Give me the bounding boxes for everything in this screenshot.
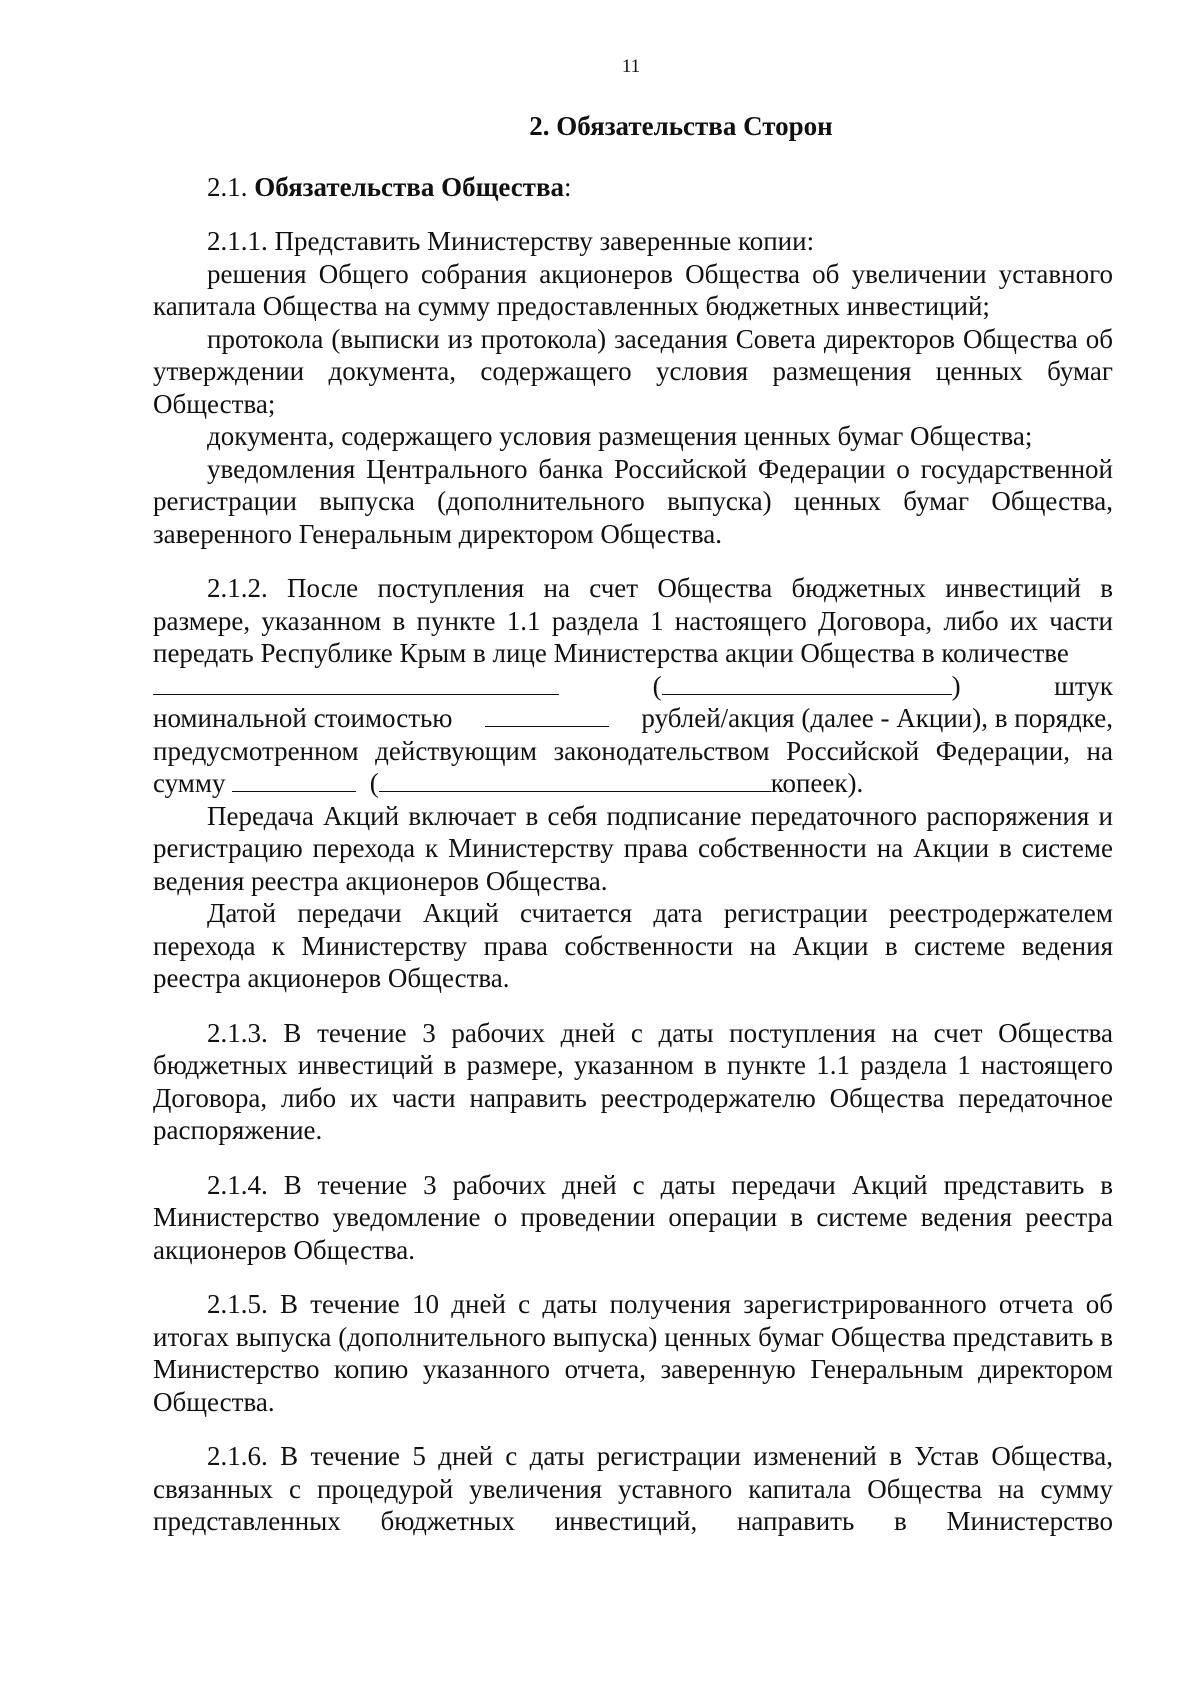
per-share-text: рублей/акция (далее - Акции), в порядке, [641, 703, 1113, 733]
nominal-label: номинальной стоимостью [153, 703, 453, 733]
clause-2-1-4: 2.1.4. В течение 3 рабочих дней с даты передачи Акций представить в Министерство уведомление о проведении операции в системе ведения реестра акционеров Общества. [153, 1169, 1113, 1265]
nominal-line [153, 702, 1113, 735]
subsection-heading [153, 171, 1113, 204]
close-paren: ) [951, 670, 961, 701]
clause-2-1-3: 2.1.3. В течение 3 рабочих дней с даты поступления на счет Общества бюджетных инвестиций в размере, указанном в пункте 1.1 раздела 1 настоящего Договора, либо их части направить реестродержателю Общества передаточное распоряжение. [153, 1017, 1113, 1145]
share-count-line [153, 670, 1113, 703]
clause-2-1-2: 2.1.2. После поступления на счет Общества бюджетных инвестиций в размере, указанном в пункте 1.1 раздела 1 настоящего Договора, либо их части передать Республике Крым в лице Министерства акции Общества в количестве [153, 573, 1113, 668]
subsection-title: Обязательства Общества [254, 171, 565, 202]
share-count-blank [153, 670, 559, 695]
clause-2-1-1-item-3: документа, содержащего условия размещения ценных бумаг Общества; [207, 421, 1033, 451]
subsection-number: 2.1. [207, 171, 255, 202]
sum-blank [232, 767, 356, 792]
transfer-date-paragraph: Датой передачи Акций считается дата регистрации реестродержателем перехода к Министерству права собственности на Акции в системе ведения реестра акционеров Общества. [153, 898, 1113, 993]
clause-2-1-6: 2.1.6. В течение 5 дней с даты регистрации изменений в Устав Общества, связанных с процедурой увеличения уставного капитала Общества на сумму представленных бюджетных инвестиций, направить в Министерство [153, 1441, 1113, 1536]
share-count-words-blank [662, 670, 952, 695]
share-count-words [653, 670, 961, 703]
subsection-colon: : [564, 171, 572, 202]
shares-unit: штук [1054, 670, 1113, 701]
nominal-blank [485, 702, 609, 727]
open-paren: ( [652, 670, 662, 701]
clause-2-1-1-intro: 2.1.1. Представить Министерству заверенные копии: [207, 226, 815, 256]
sum-line: сумму ( копеек). [153, 768, 864, 798]
clause-2-1-1-item-4: уведомления Центрального банка Российской Федерации о государственной регистрации выпуска (дополнительного выпуска) ценных бумаг Общества, заверенного Генеральным директором Общества. [153, 453, 1113, 549]
sum-words-blank [379, 767, 771, 792]
transfer-paragraph: Передача Акций включает в себя подписание передаточного распоряжения и регистрацию перехода к Министерству права собственности на Акции в системе ведения реестра акционеров Общества. [153, 800, 1113, 896]
clause-2-1-5: 2.1.5. В течение 10 дней с даты получения зарегистрированного отчета об итогах выпуска (дополнительного выпуска) ценных бумаг Общества представить в Министерство копию указанного отчета, заверенную Генеральным директором Общества. [153, 1289, 1113, 1417]
section-title: 2. Обязательства Сторон [529, 111, 833, 141]
clause-2-1-1-item-2: протокола (выписки из протокола) заседания Совета директоров Общества об утверждении документа, содержащего условия размещения ценных бумаг Общества; [153, 323, 1113, 419]
page-number: 11 [621, 56, 641, 77]
sum-label: сумму [153, 768, 226, 798]
document-body [153, 110, 1113, 1538]
procedure-line: предусмотренном действующим законодательством Российской Федерации, на [153, 735, 1113, 766]
kopecks-text: копеек). [770, 768, 864, 798]
clause-2-1-1-item-1: решения Общего собрания акционеров Общества об увеличении уставного капитала Общества на сумму предоставленных бюджетных инвестиций; [153, 258, 1113, 321]
